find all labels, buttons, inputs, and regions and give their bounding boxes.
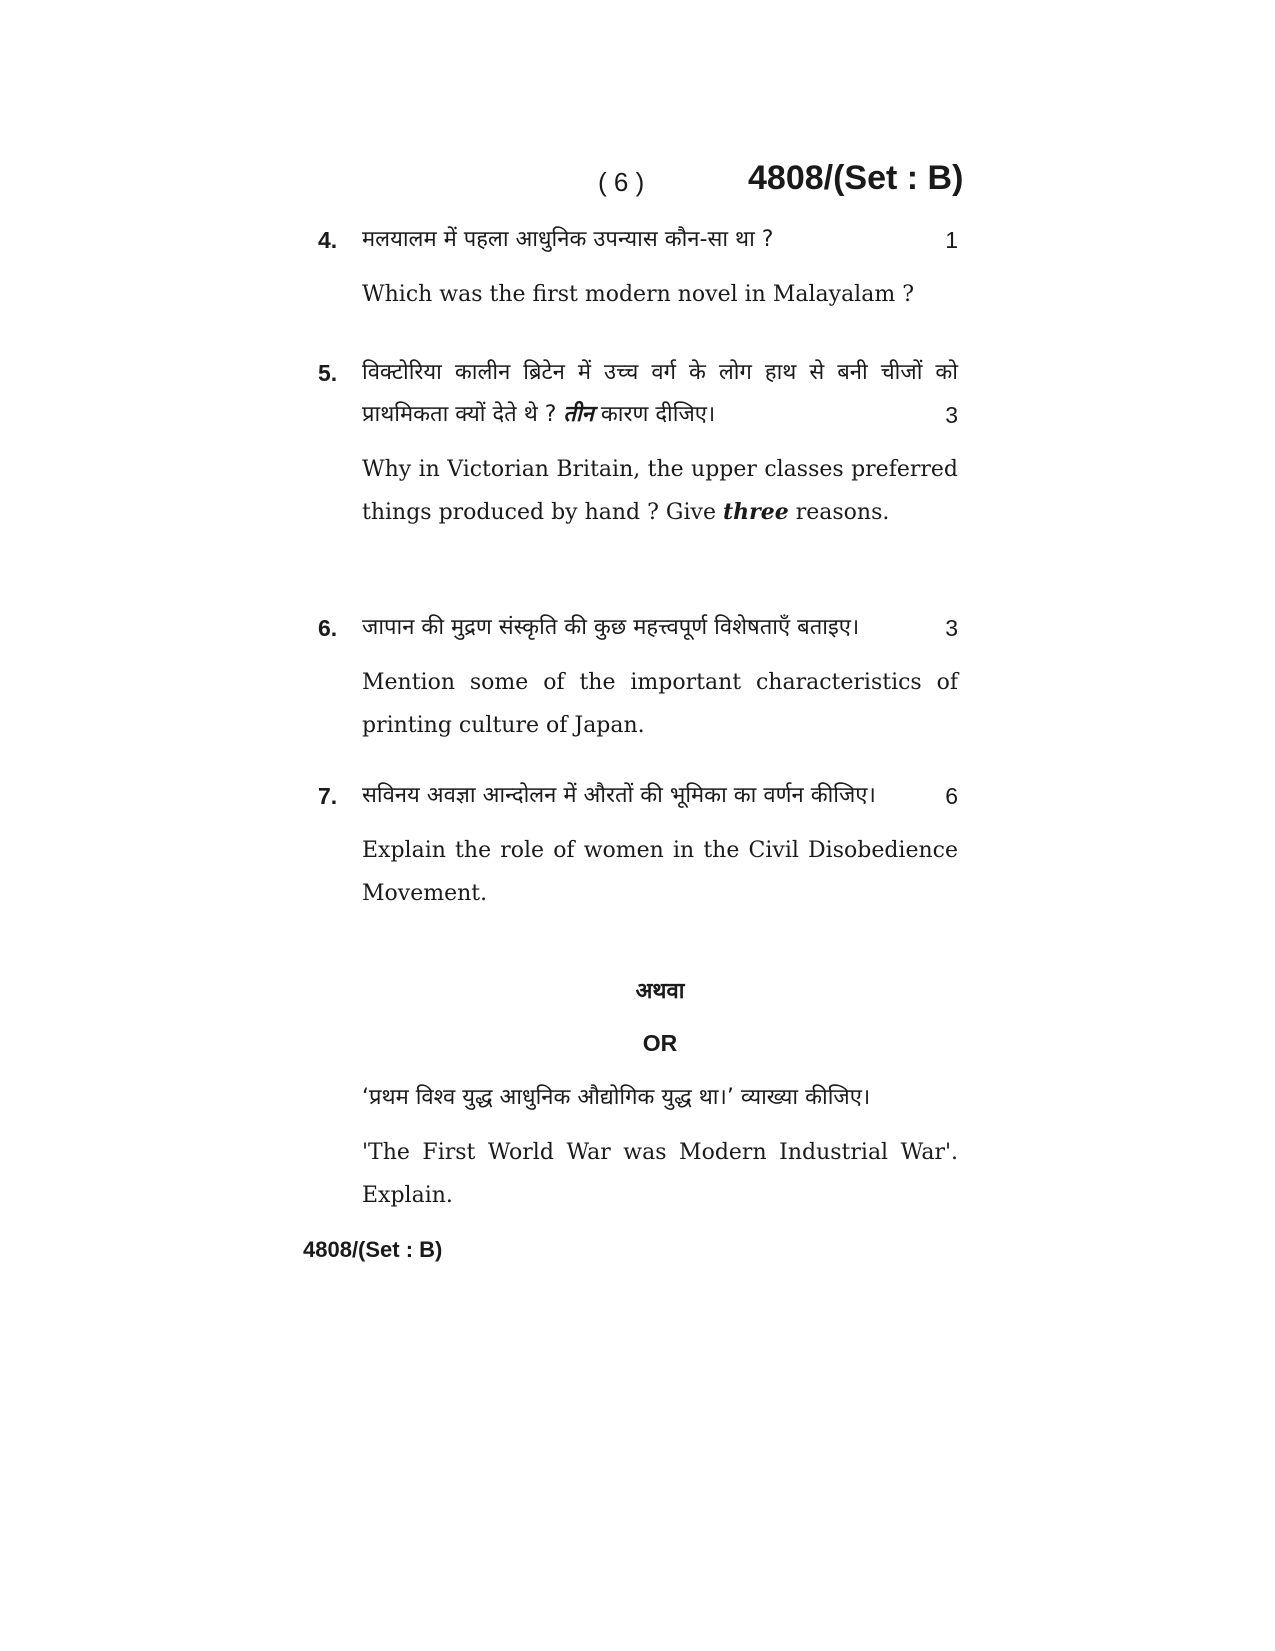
question-english-text-end: reasons.: [795, 500, 890, 525]
question-english: [362, 448, 958, 534]
question-number: 5.: [318, 360, 338, 386]
question-marks: 3: [945, 402, 958, 428]
question-5: [318, 352, 958, 534]
question-7-alternative: [318, 1077, 958, 1217]
or-english: OR: [642, 1030, 678, 1056]
question-number: 4.: [318, 227, 338, 253]
question-hindi: ‘प्रथम विश्व युद्ध आधुनिक औद्योगिक युद्ध था।’ व्याख्या कीजिए।: [362, 1085, 871, 1110]
question-marks: 3: [945, 615, 958, 641]
question-hindi: [362, 219, 958, 261]
question-hindi: [362, 607, 958, 649]
question-english: Explain the role of women in the Civil Disobedience Movement.: [362, 838, 958, 906]
question-hindi-text: जापान की मुद्रण संस्कृति की कुछ महत्त्वपूर्ण विशेषताएँ बताइए।: [362, 615, 860, 640]
paper-code-footer: 4808/(Set : B): [303, 1237, 443, 1262]
question-hindi-text-end: कारण दीजिए।: [600, 402, 716, 427]
question-english-text: Why in Victorian Britain, the upper classes preferred things produced by hand ? Give: [362, 457, 958, 525]
question-hindi-text: मलयालम में पहला आधुनिक उपन्यास कौन-सा था ?: [362, 227, 774, 252]
question-hindi-text: सविनय अवज्ञा आन्दोलन में औरतों की भूमिका का वर्णन कीजिए।: [362, 783, 876, 808]
or-hindi: अथवा: [635, 979, 685, 1004]
question-marks: 1: [945, 227, 958, 253]
question-6: [318, 607, 958, 747]
page-number: ( 6 ): [598, 167, 645, 197]
question-hindi-emphasis: तीन: [563, 402, 594, 427]
question-hindi-text: विक्टोरिया कालीन ब्रिटेन में उच्च वर्ग के लोग हाथ से बनी चीजों को प्राथमिकता क्यों देते थे ?: [362, 360, 958, 427]
question-english: Mention some of the important characteristics of printing culture of Japan.: [362, 670, 958, 738]
question-number: 7.: [318, 783, 338, 809]
question-hindi: [362, 775, 958, 817]
question-english: Which was the first modern novel in Malayalam ?: [362, 282, 914, 307]
question-7: [318, 775, 958, 915]
paper-code-header: 4808/(Set : B): [748, 159, 964, 197]
question-marks: 6: [945, 783, 958, 809]
question-4: [318, 219, 958, 316]
question-number: 6.: [318, 615, 338, 641]
question-hindi: [362, 352, 958, 436]
question-english-emphasis: three: [722, 499, 789, 525]
question-english: 'The First World War was Modern Industrial War'. Explain.: [362, 1140, 958, 1208]
